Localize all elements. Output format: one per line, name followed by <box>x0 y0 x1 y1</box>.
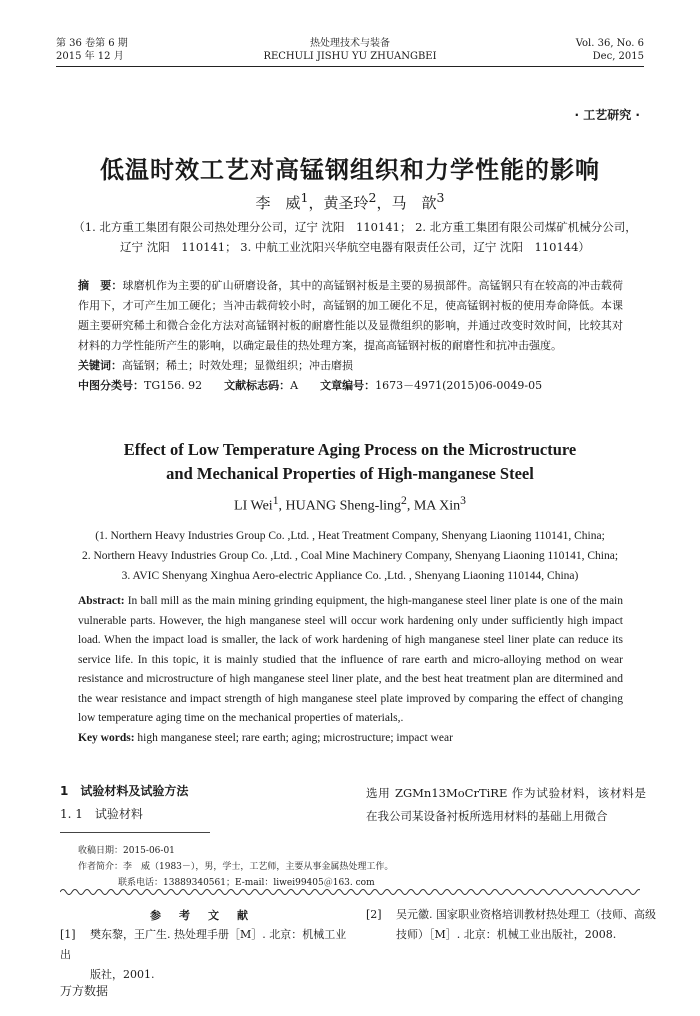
clc-number: TG156. 92 <box>144 379 203 392</box>
affiliations-en <box>40 526 660 586</box>
author-1-en: LI Wei <box>234 498 273 514</box>
references-heading: 参考文献 <box>150 909 266 922</box>
paper-title-en <box>0 438 700 486</box>
abstract-cn <box>78 276 623 396</box>
journal-name-cn: 热处理技术与装备 <box>310 38 390 49</box>
affiliation-en-line: 2. Northern Heavy Industries Group Co. ,Ltd. , Coal Mine Machinery Company, Shenyang Liaoning 110141, China; <box>81 550 619 562</box>
article-number: 1673－4971(2015)06-0049-05 <box>375 379 543 392</box>
author-bio: 作者简介：李 威（1983－），男，学士，工艺师，主要从事金属热处理工作。 <box>78 862 394 872</box>
affiliations-cn <box>40 217 670 257</box>
received-date: 收稿日期：2015-06-01 <box>78 846 175 856</box>
keywords-cn-label: 关键词： <box>78 359 122 372</box>
author-3-sup: 3 <box>436 190 445 205</box>
reference-1-number: [1] <box>60 928 76 941</box>
author-1-sup: 1 <box>300 190 309 205</box>
author-2-cn: 黄圣玲 <box>323 194 369 212</box>
authors-en: LI Wei$^1$, HUANG Sheng-ling$^2$, MA Xin$^3$ <box>234 494 466 514</box>
abstract-cn-text: 球磨机作为主要的矿山研磨设备，其中的高锰钢衬板是主要的易损部件。高锰钢只有在较高的冲击载荷作用下，才可产生加工硬化；当冲击载荷较小时，高锰钢的加工硬化不足，使高锰钢衬板的使用寿命降低。本课题主要研究稀土和微合金化方法对高锰钢衬板的耐磨性能以及显微组织的影响，并通过改变时效时间，比较其对材料的力学性能所产生的影响，以确定最佳的热处理方案，提高高锰钢衬板的耐磨性和抗冲击强度。 <box>78 279 623 352</box>
abstract-cn-label: 摘 要： <box>78 279 123 292</box>
journal-volume: 第 36 卷第 6 期 <box>56 38 128 49</box>
author-2-en: HUANG Sheng-ling <box>285 498 402 514</box>
affiliation-en-line: (1. Northern Heavy Industries Group Co. ,Ltd. , Heat Treatment Company, Shenyang Liaoning 110141, China; <box>95 530 605 542</box>
reference-2-number: [2] <box>366 908 382 921</box>
footnotes <box>78 843 393 891</box>
footnote-rule <box>60 832 210 833</box>
doc-code-label: 文献标志码： <box>224 379 291 392</box>
body-text-right: 选用 ZGMn13MoCrTiRE 作为试验材料，该材料是在我公司某设备衬板所选用材料的基础上用微合 <box>366 786 646 823</box>
authors-cn: 李 威$^1$，黄圣玲$^2$，马 歆$^3$ <box>255 190 445 212</box>
author-1-cn: 李 威 <box>255 194 301 212</box>
title-en-line: and Mechanical Properties of High-manganese Steel <box>166 464 534 483</box>
database-watermark: 万方数据 <box>60 984 109 998</box>
header-rule <box>56 66 644 67</box>
reference-1-text-cont: 版社，2001. <box>90 968 155 981</box>
abstract-en-text: In ball mill as the main mining grinding equipment, the high-manganese steel liner plate is one of the main vulnerable parts. However, the high manganese steel will occur work hardening only under sufficiently high impact load. When the impact load is smaller, the lack of work hardening of high manganese steel liner plate can reduce its service life. In this topic, it is mainly studied that the influence of rare earth and micro-alloying method on wear resistance and microstructure of high manganese steel liner plate, and the best heat treatment plan are ditermined and the wear resistance and impact strength of high manganese steel plate improved by comparing the effect of changing low temperature aging time on the mechanical properties of materials,. <box>78 595 623 724</box>
author-1-en-sup: 1 <box>272 494 279 507</box>
affiliation-cn-line: 辽宁 沈阳 110141； 3. 中航工业沈阳兴华航空电器有限责任公司，辽宁 沈阳 110144） <box>120 240 590 254</box>
wavy-divider <box>60 886 640 898</box>
reference-2 <box>366 905 656 945</box>
journal-date-en: Dec, 2015 <box>592 51 644 62</box>
keywords-cn: 高锰钢；稀土；时效处理；显微组织；冲击磨损 <box>122 359 353 372</box>
section-heading-1: 1 试验材料及试验方法 <box>60 784 189 798</box>
author-3-en-sup: 3 <box>460 494 466 507</box>
author-3-en: MA Xin <box>413 498 461 514</box>
doc-code: A <box>290 379 299 392</box>
journal-volume-en: Vol. 36, No. 6 <box>575 38 644 49</box>
article-number-label: 文章编号： <box>320 379 376 392</box>
section-tag: · 工艺研究 · <box>574 108 640 122</box>
reference-2-text: 吴元徽. 国家职业资格培训教材热处理工（技师、高级 <box>396 908 656 921</box>
reference-1-text: 樊东黎，王广生. 热处理手册［M］. 北京：机械工业出 <box>60 928 347 961</box>
contact-info: 联系电话：13889340561；E-mail：liwei99405＠163. com <box>118 878 375 888</box>
reference-1 <box>60 925 355 985</box>
author-2-en-sup: 2 <box>401 494 407 507</box>
title-en-line: Effect of Low Temperature Aging Process on the Microstructure <box>123 440 577 459</box>
paper-title-cn: 低温时效工艺对高锰钢组织和力学性能的影响 <box>100 156 600 184</box>
journal-name-pinyin: RECHULI JISHU YU ZHUANGBEI <box>263 51 437 62</box>
journal-date: 2015 年 12 月 <box>56 51 124 62</box>
clc-label: 中图分类号： <box>78 379 144 392</box>
keywords-en: high manganese steel; rare earth; aging; microstructure; impact wear <box>134 731 453 744</box>
abstract-en-label: Abstract: <box>78 595 125 607</box>
keywords-en-label: Key words: <box>78 731 135 744</box>
subsection-heading-1-1: 1. 1 试验材料 <box>60 807 143 821</box>
reference-2-text-cont: 技师）［M］. 北京：机械工业出版社，2008. <box>396 928 617 941</box>
journal-issue-en <box>444 37 644 63</box>
affiliation-cn-line: （1. 北方重工集团有限公司热处理分公司，辽宁 沈阳 110141； 2. 北方重工集团有限公司煤矿机械分公司， <box>73 220 637 234</box>
author-3-cn: 马 歆 <box>391 194 437 212</box>
abstract-en <box>78 592 623 748</box>
affiliation-en-line: 3. AVIC Shenyang Xinghua Aero-electric Appliance Co. ,Ltd. , Shenyang Liaoning 110144, China) <box>121 570 579 582</box>
author-2-sup: 2 <box>368 190 377 205</box>
